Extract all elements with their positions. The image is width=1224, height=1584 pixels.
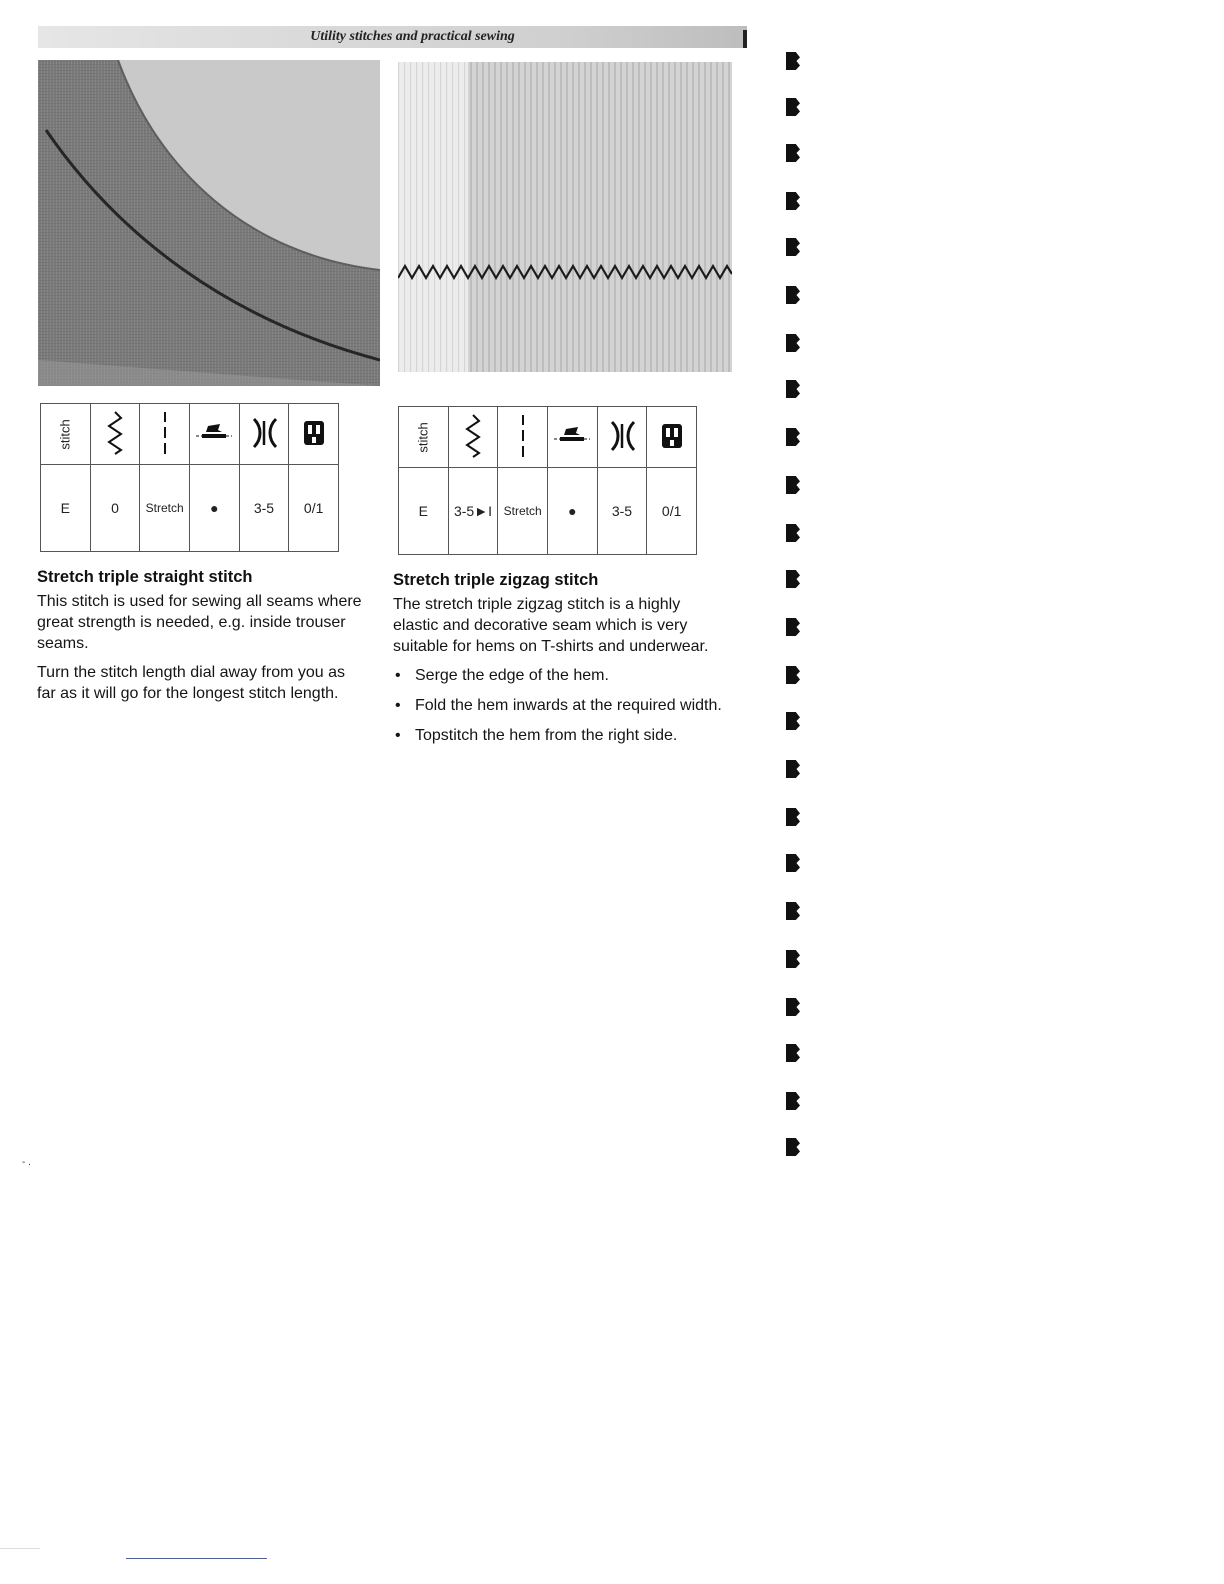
binding-tabs <box>782 28 822 1168</box>
list-item: • Topstitch the hem from the right side. <box>393 725 728 746</box>
body-paragraph: The stretch triple zigzag stitch is a highly elastic and decorative seam which is very suitable for hems on T-shirts and underwear. <box>393 596 709 655</box>
zigzag-stitch-photo <box>398 62 732 372</box>
page-mark: - . <box>22 1157 31 1168</box>
left-text-column <box>37 567 367 712</box>
binding-tab <box>786 238 800 256</box>
header-endcap <box>743 30 747 48</box>
binding-tab <box>786 760 800 778</box>
setting-value: E <box>399 468 449 555</box>
body-paragraph: Turn the stitch length dial away from you as far as it will go for the longest stitch length. <box>37 664 345 702</box>
presser-foot-icon <box>289 404 339 465</box>
binding-tab <box>786 192 800 210</box>
binding-tab <box>786 902 800 920</box>
stitch-width-icon <box>90 404 140 465</box>
section-header-bar <box>38 26 747 48</box>
stitch-length-icon <box>140 404 190 465</box>
right-settings-table <box>398 406 697 555</box>
setting-value: 0/1 <box>647 468 697 555</box>
binding-tab <box>786 1044 800 1062</box>
binding-tab <box>786 712 800 730</box>
setting-value: ● <box>189 465 239 552</box>
binding-tab <box>786 854 800 872</box>
list-item: • Fold the hem inwards at the required width. <box>393 695 728 716</box>
setting-value: ● <box>547 468 597 555</box>
presser-foot-icon <box>647 407 697 468</box>
left-settings-table <box>40 403 339 552</box>
binding-tab <box>786 52 800 70</box>
right-text-column <box>393 570 728 755</box>
binding-tab <box>786 428 800 446</box>
setting-value: 0 <box>90 465 140 552</box>
binding-tab <box>786 808 800 826</box>
binding-tab <box>786 524 800 542</box>
binding-tab <box>786 998 800 1016</box>
list-item: • Serge the edge of the hem. <box>393 665 728 686</box>
binding-tab <box>786 618 800 636</box>
stitch-length-icon <box>498 407 548 468</box>
setting-value: 3-5 <box>597 468 647 555</box>
setting-value: 3-5►I <box>448 468 498 555</box>
binding-tab <box>786 1092 800 1110</box>
feed-dog-icon <box>189 404 239 465</box>
setting-value: Stretch <box>140 465 190 552</box>
tension-icon <box>597 407 647 468</box>
section-heading: Stretch triple straight stitch <box>37 568 253 586</box>
binding-tab <box>786 144 800 162</box>
binding-tab <box>786 334 800 352</box>
footer-line <box>126 1558 267 1559</box>
instruction-list <box>393 665 728 746</box>
binding-tab <box>786 98 800 116</box>
section-header-title: Utility stitches and practical sewing <box>310 29 515 44</box>
setting-value: 0/1 <box>289 465 339 552</box>
straight-stitch-photo <box>38 60 380 386</box>
scan-edge-line <box>0 1548 40 1549</box>
tension-icon <box>239 404 289 465</box>
binding-tab <box>786 666 800 684</box>
binding-tab <box>786 950 800 968</box>
stitch-label-cell: stitch <box>399 407 449 468</box>
binding-tab <box>786 476 800 494</box>
body-paragraph: This stitch is used for sewing all seams where great strength is needed, e.g. inside trouser seams. <box>37 593 362 652</box>
binding-tab <box>786 1138 800 1156</box>
setting-value: E <box>41 465 91 552</box>
binding-tab <box>786 570 800 588</box>
stitch-width-icon <box>448 407 498 468</box>
binding-tab <box>786 286 800 304</box>
setting-value: 3-5 <box>239 465 289 552</box>
binding-tab <box>786 380 800 398</box>
section-heading: Stretch triple zigzag stitch <box>393 571 599 589</box>
feed-dog-icon <box>547 407 597 468</box>
stitch-label-cell: stitch <box>41 404 91 465</box>
setting-value: Stretch <box>498 468 548 555</box>
